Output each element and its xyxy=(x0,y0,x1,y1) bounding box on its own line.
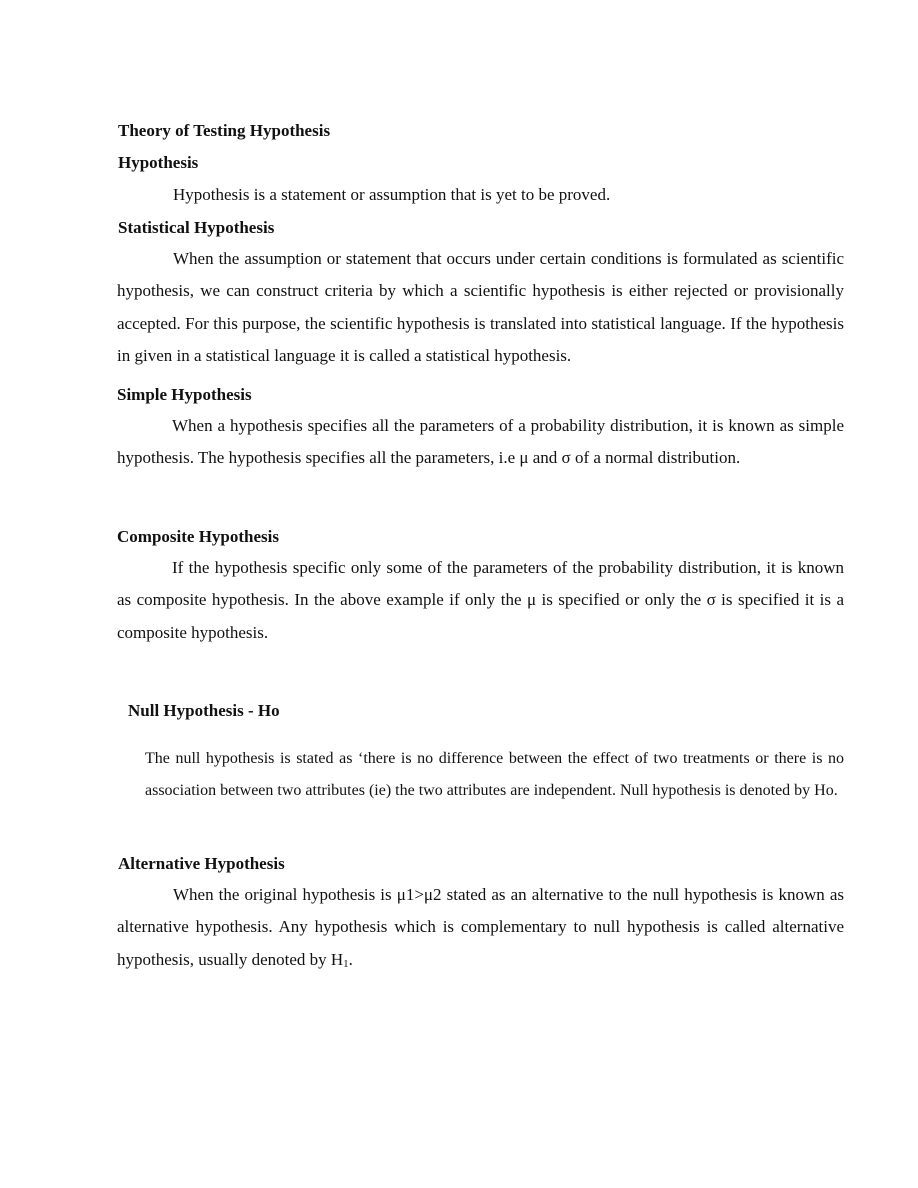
document-title: Theory of Testing Hypothesis xyxy=(118,121,331,140)
heading-statistical-hypothesis: Statistical Hypothesis xyxy=(118,218,275,237)
paragraph-null-text: The null hypothesis is stated as ‘there is no difference between the effect of two treatments or there is no association between two attributes (ie) the two attributes are independent. Null hypothesis is denoted by Ho. xyxy=(145,750,844,799)
heading-alternative-hypothesis: Alternative Hypothesis xyxy=(118,854,285,873)
paragraph-hypothesis: Hypothesis is a statement or assumption that is yet to be proved. xyxy=(173,185,611,204)
paragraph-statistical-text: When the assumption or statement that occurs under certain conditions is formulated as scientific hypothesis, we can construct criteria by which a scientific hypothesis is either rejected or provisionally accepted. For this purpose, the scientific hypothesis is translated into statistical language. If the hypothesis in given in a statistical language it is called a statistical hypothesis. xyxy=(117,249,844,365)
heading-null-hypothesis: Null Hypothesis - Ho xyxy=(128,701,280,720)
heading-simple-hypothesis: Simple Hypothesis xyxy=(117,385,252,404)
heading-composite-hypothesis: Composite Hypothesis xyxy=(117,527,279,546)
paragraph-simple-text: When a hypothesis specifies all the parameters of a probability distribution, it is known as simple hypothesis. The hypothesis specifies all the parameters, i.e μ and σ of a normal distribution. xyxy=(117,416,844,468)
paragraph-composite-hypothesis xyxy=(117,552,844,649)
paragraph-statistical-hypothesis xyxy=(117,243,844,372)
paragraph-composite-text: If the hypothesis specific only some of the parameters of the probability distribution, it is known as composite hypothesis. In the above example if only the μ is specified or only the σ is specified it is a composite hypothesis. xyxy=(117,558,844,642)
paragraph-simple-hypothesis xyxy=(117,410,844,475)
paragraph-alternative-hypothesis xyxy=(117,879,844,976)
heading-hypothesis: Hypothesis xyxy=(118,153,199,172)
subscript-one: 1 xyxy=(343,957,349,970)
paragraph-null-hypothesis xyxy=(145,743,844,806)
paragraph-alternative-end: . xyxy=(348,949,353,969)
paragraph-alternative-text: When the original hypothesis is μ1>μ2 stated as an alternative to the null hypothesis is known as alternative hypothesis. Any hypothesis which is complementary to null hypothesis is called alternative hypothesis, usually denoted by H xyxy=(117,885,844,969)
